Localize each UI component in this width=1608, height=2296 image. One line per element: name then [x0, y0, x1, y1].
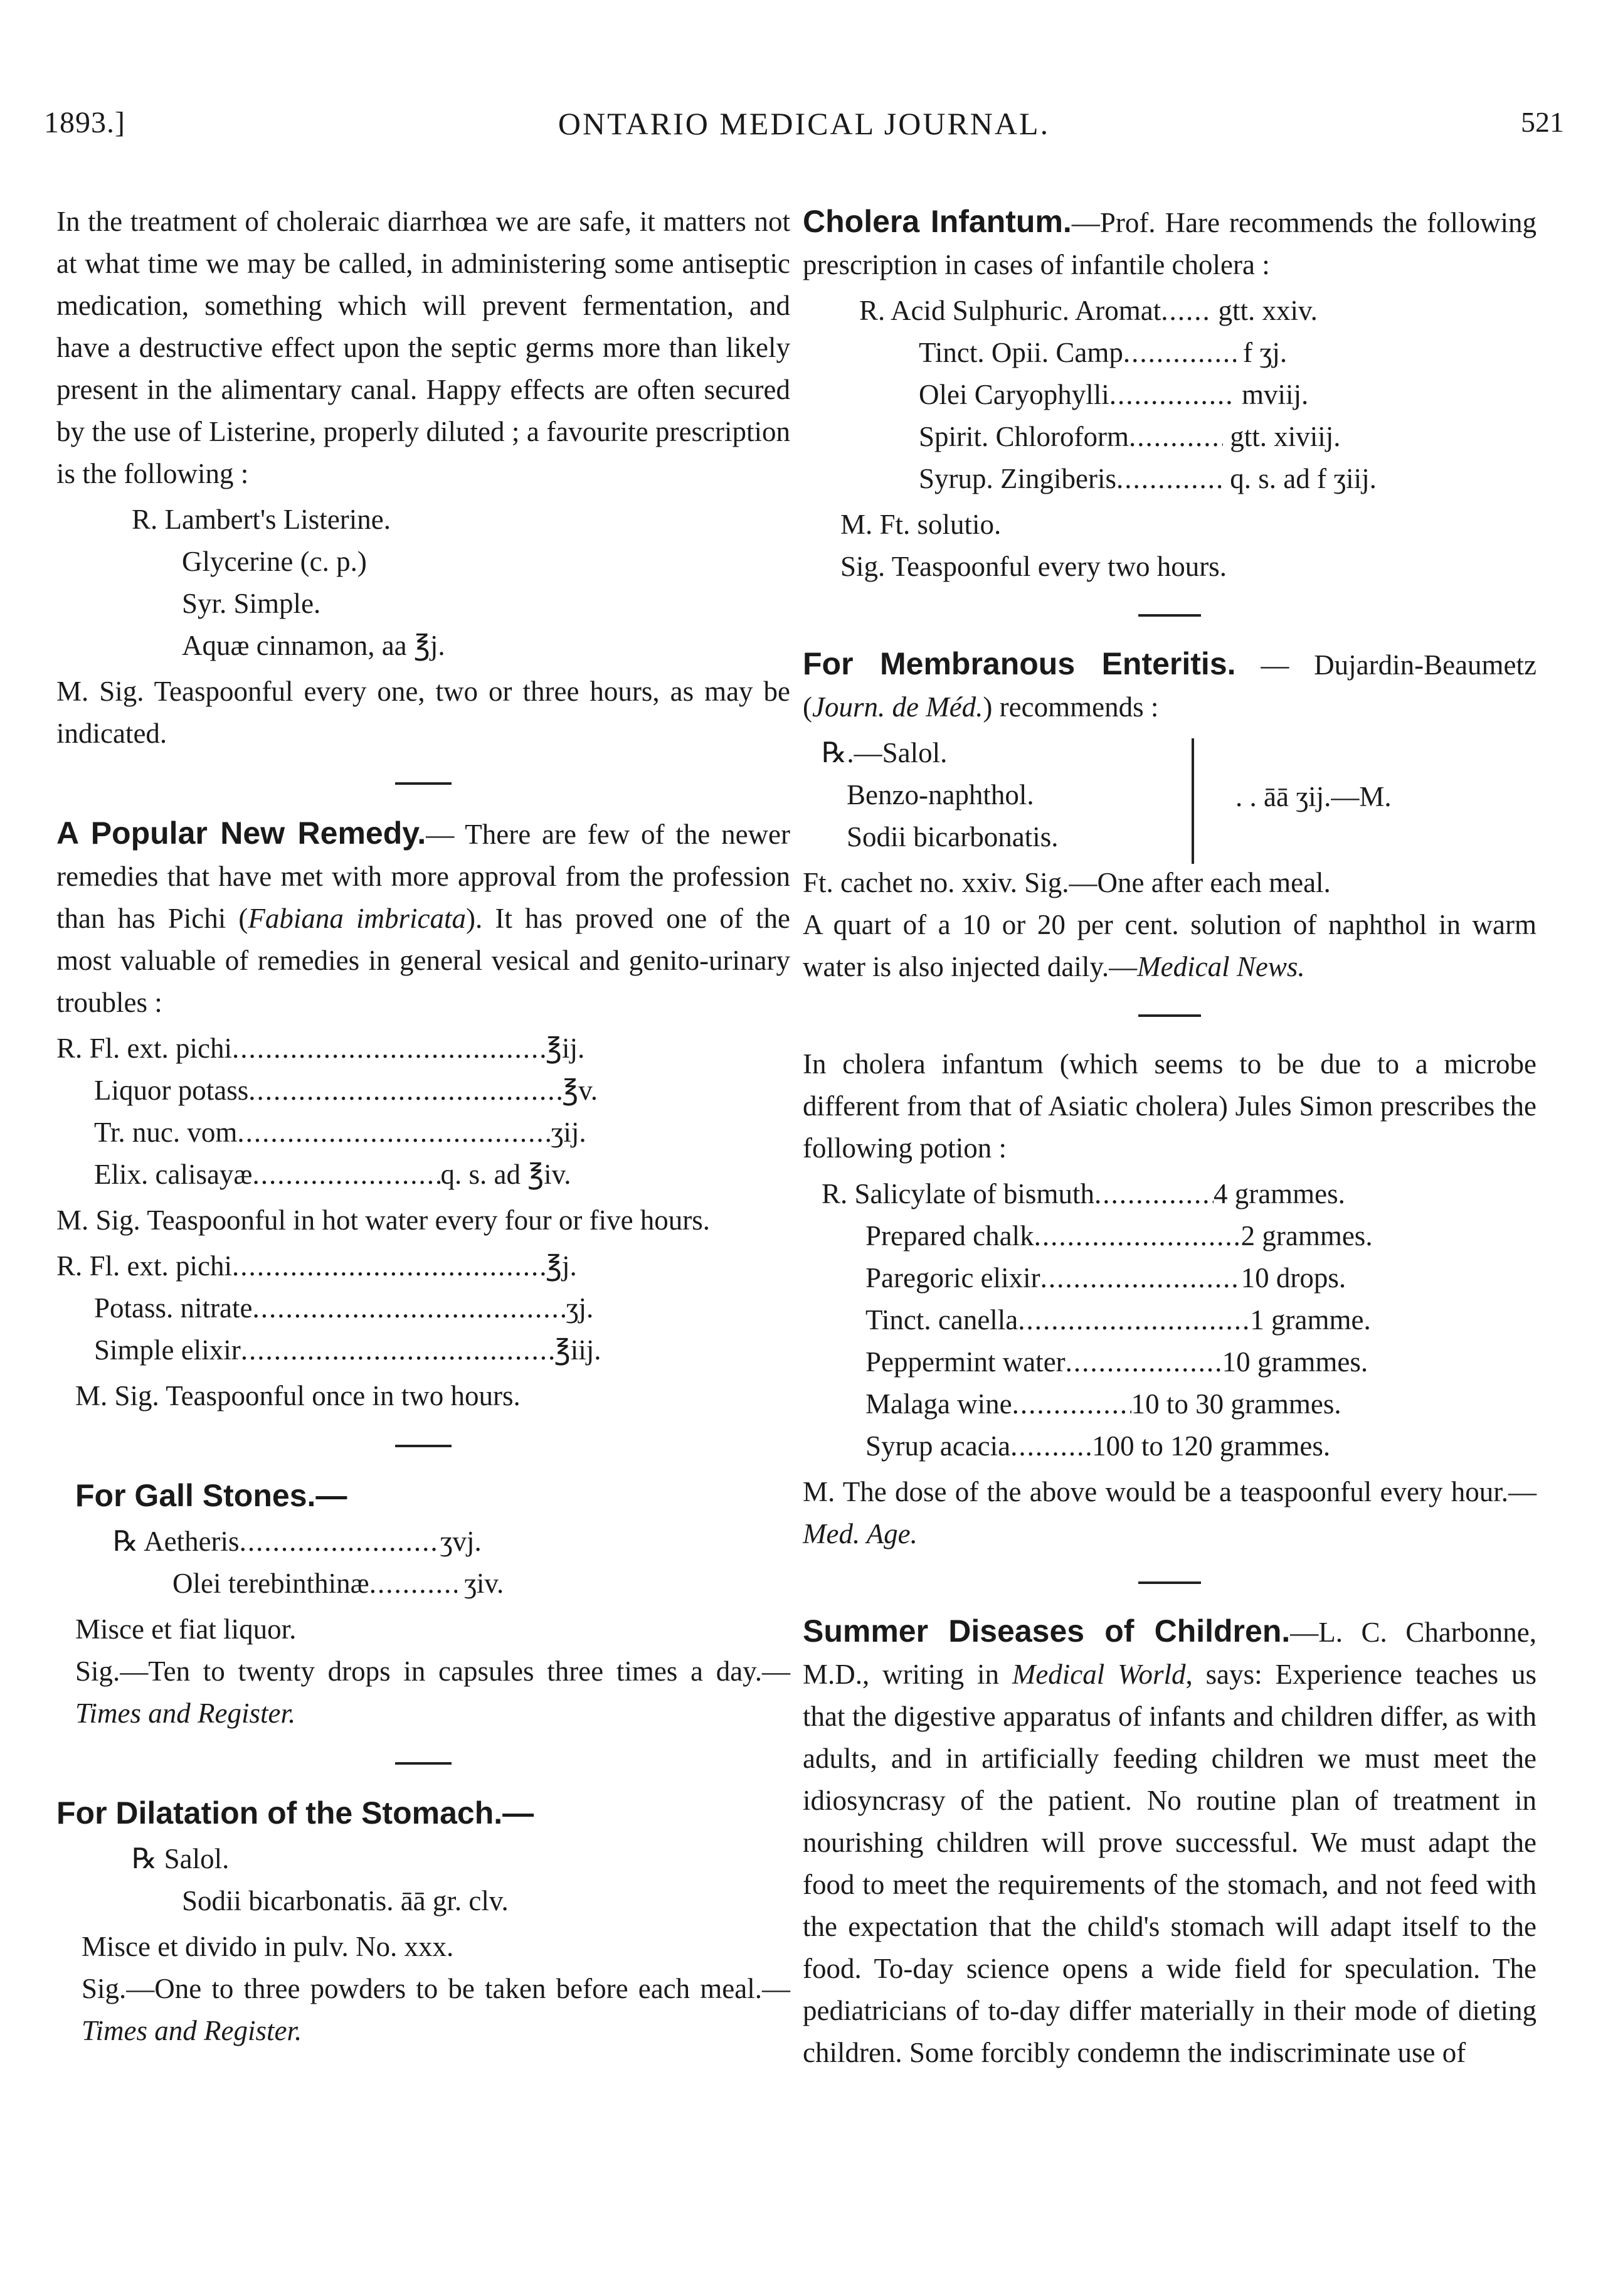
dilatation-sig: Sig.—One to three powders to be taken before each meal.—Times and Register. — [82, 1973, 790, 2046]
dilatation-prescription — [56, 1838, 790, 1922]
pichi-sig-1: M. Sig. Teaspoonful in hot water every four or five hours. — [56, 1204, 711, 1236]
gall-source: Times and Register. — [75, 1698, 296, 1729]
cholera-infantum-paragraph: Cholera Infantum.—Prof. Hare recommends the following prescription in cases of infantile cholera : — [803, 204, 1537, 280]
pichi-prescription-1 — [56, 1028, 790, 1196]
brace-mark — [1192, 738, 1207, 864]
rx-line: Simple elixir..... ℥iij. — [56, 1329, 790, 1371]
dilatation-heading: For Dilatation of the Stomach.— — [56, 1795, 534, 1831]
section-divider — [395, 1762, 452, 1765]
rx-line: Glycerine (c. p.) — [182, 546, 367, 577]
rx-line: R. Fl. ext. pichi..... ℥ij. — [56, 1028, 790, 1070]
rx-line: Aquæ cinnamon, aa ℥j. — [182, 630, 445, 661]
rx-line: Elix. calisayæ..... q. s. ad ℥iv. — [56, 1154, 790, 1196]
rx-line: Spirit. Chloroform..... gtt. xiviij. — [803, 416, 1537, 458]
membranous-dose: . . āā ʒij.—M. — [1235, 781, 1392, 812]
pichi-sig-2: M. Sig. Teaspoonful once in two hours. — [75, 1380, 521, 1411]
cholera-prescription — [803, 290, 1537, 500]
rx-line: R. Salicylate of bismuth..... 4 grammes. — [803, 1173, 1537, 1215]
rx-line: Peppermint water..... 10 grammes. — [803, 1341, 1537, 1383]
journal-title: ONTARIO MEDICAL JOURNAL. — [558, 106, 1050, 141]
simon-paragraph: In cholera infantum (which seems to be due to a microbe different from that of Asiatic cholera) Jules Simon prescribes the following potion : — [803, 1048, 1537, 1164]
cholera-infantum-heading: Cholera Infantum. — [803, 204, 1072, 239]
gall-stones-prescription — [56, 1521, 790, 1605]
section-divider — [395, 782, 452, 785]
dilatation-misce: Misce et divido in pulv. No. xxx. — [82, 1931, 454, 1962]
popular-remedy-paragraph: A Popular New Remedy.— There are few of the newer remedies that have met with more approval from the profession than has Pichi (Fabiana imbricata). It has proved one of the most valuable of remedies in general vesical and genito-urinary troubles : — [56, 816, 791, 1018]
rx-line: Benzo-naphthol. — [847, 779, 1034, 811]
cholera-m: M. Ft. solutio. — [840, 509, 1002, 540]
gall-stones-heading: For Gall Stones.— — [75, 1478, 347, 1513]
membranous-heading: For Membranous Enteritis. — [803, 646, 1236, 681]
rx-line: Syrup. Zingiberis..... q. s. ad f ʒiij. — [803, 458, 1537, 500]
section-divider — [395, 1445, 452, 1447]
simon-dose-note: M. The dose of the above would be a teaspoonful every hour.—Med. Age. — [803, 1476, 1537, 1549]
membranous-prescription — [803, 732, 1537, 858]
membranous-source: Medical News. — [1137, 951, 1305, 982]
page-header — [44, 105, 1564, 162]
membranous-quart: A quart of a 10 or 20 per cent. solution of naphthol in warm water is also injected daily.—Medical News. — [803, 909, 1537, 982]
header-year: 1893.] — [44, 106, 125, 139]
rx-line: Syr. Simple. — [182, 588, 321, 619]
page-number: 521 — [1521, 106, 1564, 138]
popular-remedy-heading: A Popular New Remedy. — [56, 816, 426, 851]
rx-line: R. Lambert's Listerine. — [132, 504, 391, 535]
rx-line: Prepared chalk..... 2 grammes. — [803, 1215, 1537, 1257]
simon-source: Med. Age. — [803, 1518, 918, 1549]
dilatation-source: Times and Register. — [82, 2015, 302, 2046]
rx-line: Malaga wine..... 10 to 30 grammes. — [803, 1383, 1537, 1425]
listerine-sig: M. Sig. Teaspoonful every one, two or three hours, as may be indicated. — [56, 676, 790, 749]
rx-line: Sodii bicarbonatis. — [847, 821, 1059, 853]
rx-line: Tr. nuc. vom..... ʒij. — [56, 1112, 790, 1154]
right-column — [803, 201, 1537, 2074]
section-divider — [1138, 1014, 1201, 1017]
rx-line: Paregoric elixir..... 10 drops. — [803, 1257, 1537, 1299]
summer-diseases-paragraph: Summer Diseases of Children.—L. C. Charbonne, M.D., writing in Medical World, says: Experience teaches us that the digestive apparatus of infants and children differ, as with adults, and in artificially feeding children we must meet the idiosyncrasy of the patient. No routine plan of treatment in nourishing children will prove successful. We must adapt the food to meet the requirements of the stomach, and not feed with the expectation that the child's stomach will adapt itself to the food. To-day science opens a wide field for speculation. The pediatricians of to-day differ materially in their mode of dieting children. Some forcibly condemn the indiscriminate use of — [803, 1613, 1537, 2068]
rx-line: R. Fl. ext. pichi..... ℥j. — [56, 1245, 790, 1287]
left-column — [56, 201, 790, 2052]
gall-misce: Misce et fiat liquor. — [75, 1613, 297, 1645]
listerine-prescription — [56, 499, 790, 667]
rx-line: Syrup acacia..... 100 to 120 grammes. — [803, 1425, 1537, 1467]
rx-line: Potass. nitrate..... ʒj. — [56, 1287, 790, 1329]
simon-prescription — [803, 1173, 1537, 1467]
summer-diseases-heading: Summer Diseases of Children. — [803, 1613, 1291, 1649]
gall-sig: Sig.—Ten to twenty drops in capsules three times a day.—Times and Register. — [75, 1656, 790, 1729]
rx-line: Tinct. canella..... 1 gramme. — [803, 1299, 1537, 1341]
rx-line: Sodii bicarbonatis. āā gr. clv. — [182, 1885, 509, 1916]
pichi-prescription-2 — [56, 1245, 790, 1371]
rx-line: Tinct. Opii. Camp..... f ʒj. — [803, 332, 1537, 374]
cholera-sig: Sig. Teaspoonful every two hours. — [840, 551, 1227, 582]
rx-line: Olei Caryophylli..... mviij. — [803, 374, 1537, 416]
rx-line: R. Acid Sulphuric. Aromat..... gtt. xxiv. — [803, 290, 1537, 332]
section-divider — [1138, 614, 1201, 617]
membranous-paragraph: For Membranous Enteritis. — Dujardin-Beaumetz (Journ. de Méd.) recommends : — [803, 646, 1537, 723]
rx-line: Olei terebinthinæ..... ʒiv. — [56, 1563, 790, 1605]
rx-line: ℞.—Salol. — [822, 737, 948, 768]
section-divider — [1138, 1581, 1201, 1584]
intro-paragraph: In the treatment of choleraic diarrhœa we are safe, it matters not at what time we may be called, in administering some antiseptic medication, something which will prevent fermentation, and have a destructive effect upon the septic germs more than likely present in the alimentary canal. Happy effects are often secured by the use of Listerine, properly diluted ; a favourite prescription is the following : — [56, 206, 790, 489]
rx-line: Liquor potass..... ℥v. — [56, 1070, 790, 1112]
membranous-cachet: Ft. cachet no. xxiv. Sig.—One after each meal. — [803, 867, 1331, 898]
rx-line: ℞ Salol. — [132, 1843, 230, 1874]
rx-line: ℞ Aetheris..... ʒvj. — [56, 1521, 790, 1563]
